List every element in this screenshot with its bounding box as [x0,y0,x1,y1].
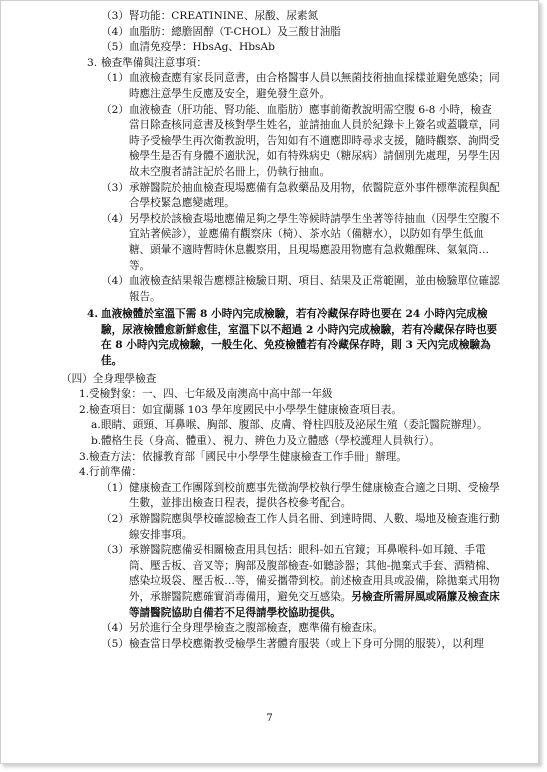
prep-text: 另於進行全身理學檢查之腹部檢查，應準備有檢查床。 [128,622,384,635]
item-text: 體格生長（身高、體重）、視力、辨色力及立體感（學校護理人員執行）。 [101,435,440,448]
note-text: 血液檢查（肝功能、腎功能、血脂肪）應事前衛教說明需空腹 6-8 小時，檢查當日除查核同意書及核對學生姓名，並請抽血人員於紀錄卡上簽名或蓋職章，同時予受檢學生再次衛教說明，告知如有不適應即時尋求支援，隨時觀察、詢問受檢學生是否有身體不適狀況，如有特殊病史（糖尿病）請個別先處理，另學生因故未空腹者請註記於名冊上，仍執行抽血。 [128,103,500,178]
item-lipid [61,25,501,41]
page-content [61,9,501,652]
prep-number: （4） [101,622,129,635]
note-number: （4） [101,212,129,225]
prep-3 [61,543,501,621]
exam-item-3 [61,450,501,466]
section-number: 4. [87,308,99,321]
section-title: 檢查準備與注意事項： [101,56,207,69]
note-number: （4） [101,275,129,288]
item-text: 檢查方法：依據教育部「國民中小學學生健康檢查工作手冊」辦理。 [89,450,407,463]
section-number: 3. [87,56,98,69]
note-1 [61,71,501,102]
section-heading-4 [61,307,501,369]
exam-item-2 [61,403,501,419]
item-hepatitis [61,40,501,56]
section-heading-3 [61,56,501,72]
note-text: 承辦醫院於抽血檢查現場應備有急救藥品及用物，依醫院意外事件標準流程與配合學校緊急應變處理。 [128,181,500,210]
item-number: 3. [79,450,90,463]
prep-text: 承辦醫院應與學校確認檢查工作人員名冊、到達時間、人數、場地及檢查進行動線安排事項。 [128,513,500,541]
note-3 [61,181,501,212]
prep-2 [61,512,501,543]
prep-5 [61,637,501,653]
item-number: （5） [101,41,129,54]
note-text: 血液檢查結果報告應標註檢驗日期、項目、結果及正常範圍，並由檢驗單位確認報告。 [128,275,500,303]
exam-item-1 [61,387,501,403]
note-number: （2） [101,103,129,116]
prep-text: 健康檢查工作團隊到校前應事先徵詢學校執行學生健康檢查合適之日期、受檢學生數，並排出檢查日程表，提供各校參考配合。 [128,481,500,510]
page-number: 7 [266,713,273,724]
item-number: （3） [101,10,129,22]
specimen-note: 血液檢體於室溫下需 8 小時內完成檢驗，若有冷藏保存時也要在 24 小時內完成檢驗，尿液檢體愈新鮮愈佳，室溫下以不超過 2 小時內完成檢驗，若有冷藏保存時也要在 8 小時內完成檢驗，一般生化、免疫檢體若有冷藏保存時，則 3 天內完成檢驗為佳。 [101,308,498,368]
prep-number: （1） [101,481,129,494]
note-number: （3） [101,181,129,194]
part-number: （四） [61,372,93,385]
exam-item-2b [61,434,501,450]
item-number: （4） [101,25,129,38]
note-text: 血液檢查應有家長同意書，由合格醫事人員以無菌技術抽血採樣並避免感染；同時應注意學生反應及安全，避免發生意外。 [128,72,500,100]
item-text: 腎功能：CREATININE、尿酸、尿素氮 [128,10,319,22]
item-text: 行前準備： [89,466,142,479]
prep-text [129,543,501,621]
item-text: 眼睛、頭頸、耳鼻喉、胸部、腹部、皮膚、脊柱四肢及泌尿生殖（委託醫院辦理）。 [101,419,488,432]
prep-text: 檢查當日學校應衛教受檢學生著體育服裝（或上下身可分開的服裝），以利理 [128,637,484,650]
item-text: 血脂肪：總膽固醇（T-CHOL）及三酸甘油脂 [128,25,341,38]
note-text: 另學校於該檢查場地應備足夠之學生等候時請學生坐著等待抽血（因學生空腹不宜站著候診），並應備有觀察床（椅）、茶水站（備糖水），以防如有學生低血糖、頭暈不適時暫時休息觀察用，且現場應設用物應有急救難醒珠、氣氣筒…等。 [128,212,500,272]
prep-number: （5） [101,637,129,650]
item-number: 2. [79,403,90,416]
note-number: （1） [101,72,129,85]
exam-item-2a [61,418,501,434]
prep-4 [61,621,501,637]
prep-number: （2） [101,513,129,525]
item-text: 受檢對象：一、四、七年級及南澳高中高中部一年級 [89,388,333,401]
note-4 [61,212,501,274]
item-number: a. [91,419,101,432]
part-title: 全身理學檢查 [92,372,157,385]
exam-item-4 [61,465,501,481]
prep-text-normal: 承辦醫院應備妥相關檢查用具包括：眼科-如五官鏡；耳鼻喉科-如耳鏡、手電筒、壓舌板、音叉等；胸部及腹部檢查-如聽診器；其他-拋棄式手套、酒精棉、感染垃圾袋、壓舌板…等，備妥攜帶到校。前述檢查用具或設備，除拋棄式用物外，承辦醫院應確實消毒備用，避免交互感染。 [128,544,500,603]
item-number: 4. [79,466,90,479]
item-text: 檢查項目：如宜蘭縣 103 學年度國民中小學學生健康檢查項目表。 [89,403,402,416]
note-5 [61,274,501,305]
item-number: b. [91,435,102,448]
item-number: 1. [79,388,90,401]
prep-number: （3） [101,544,129,557]
note-2 [61,103,501,181]
prep-text-bold: 另檢查所需屏風或隔簾及檢查床等請醫院協助自備若不足得請學校協助提供。 [128,590,500,619]
part-heading-4 [61,372,501,388]
prep-1 [61,481,501,512]
item-kidney [61,9,501,25]
item-text: 血清免疫學：HbsAg、HbsAb [128,41,275,54]
